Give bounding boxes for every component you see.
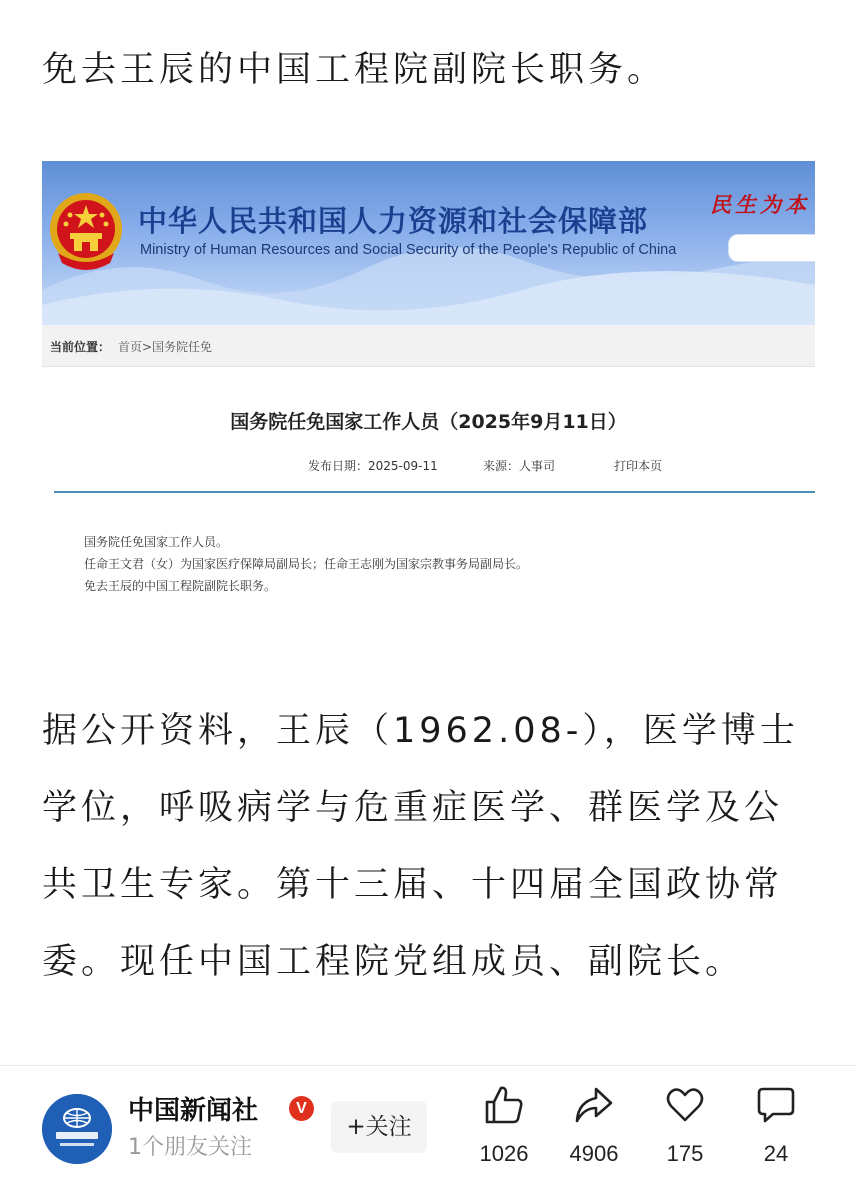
- thumbs-up-icon: [484, 1084, 524, 1126]
- site-search-input: [728, 234, 815, 262]
- motto-calligraphy: 民生为本: [710, 192, 810, 217]
- embedded-screenshot: [42, 161, 815, 611]
- notice-line: 任命王文君（女）为国家医疗保障局副局长；任命王志刚为国家宗教事务局副局长。: [84, 557, 529, 571]
- national-emblem-icon: [46, 191, 126, 273]
- like-action[interactable]: [464, 1084, 544, 1174]
- comment-bubble-icon: [756, 1084, 796, 1126]
- comment-count: 24: [763, 1141, 789, 1166]
- breadcrumb-label: 当前位置：: [50, 340, 111, 354]
- heart-icon: [665, 1084, 705, 1126]
- friends-following: 1个朋友关注: [128, 1135, 252, 1160]
- ministry-banner: [42, 161, 815, 325]
- notice-source: 来源：人事司: [483, 459, 556, 473]
- ministry-name-cn: 中华人民共和国人力资源和社会保障部: [138, 204, 649, 238]
- breadcrumb-path: 首页>国务院任免: [118, 340, 213, 354]
- notice-line: 免去王辰的中国工程院副院长职务。: [84, 579, 277, 593]
- bio-paragraph: 据公开资料，王辰（1962.08-），医学博士学位，呼吸病学与危重症医学、群医学及公共卫生专家。第十三届、十四届全国政协常委。现任中国工程院党组成员、副院长。: [42, 711, 799, 982]
- top-paragraph: 免去王辰的中国工程院副院长职务。: [42, 50, 667, 90]
- title-divider: [54, 491, 815, 493]
- china-news-logo-icon: [42, 1094, 112, 1164]
- print-page-link: 打印本页: [614, 459, 663, 473]
- share-count: 4906: [569, 1141, 619, 1166]
- ministry-name-en: Ministry of Human Resources and Social Security of the People's Republic of China: [140, 242, 677, 258]
- follow-button[interactable]: +关注: [331, 1101, 427, 1153]
- favorite-count: 175: [666, 1141, 704, 1166]
- share-arrow-icon: [574, 1084, 614, 1126]
- verified-badge: V: [289, 1096, 314, 1121]
- like-count: 1026: [479, 1141, 529, 1166]
- source-name[interactable]: 中国新闻社: [128, 1096, 259, 1126]
- footer-divider: [0, 1065, 857, 1066]
- breadcrumb: [42, 325, 815, 367]
- favorite-action[interactable]: [645, 1084, 725, 1174]
- publish-date: 发布日期：2025-09-11: [308, 459, 438, 473]
- source-avatar[interactable]: [42, 1094, 112, 1164]
- notice-line: 国务院任免国家工作人员。: [84, 535, 229, 549]
- share-action[interactable]: [554, 1084, 634, 1174]
- notice-title: 国务院任免国家工作人员（2025年9月11日）: [230, 411, 627, 433]
- comment-action[interactable]: [736, 1084, 816, 1174]
